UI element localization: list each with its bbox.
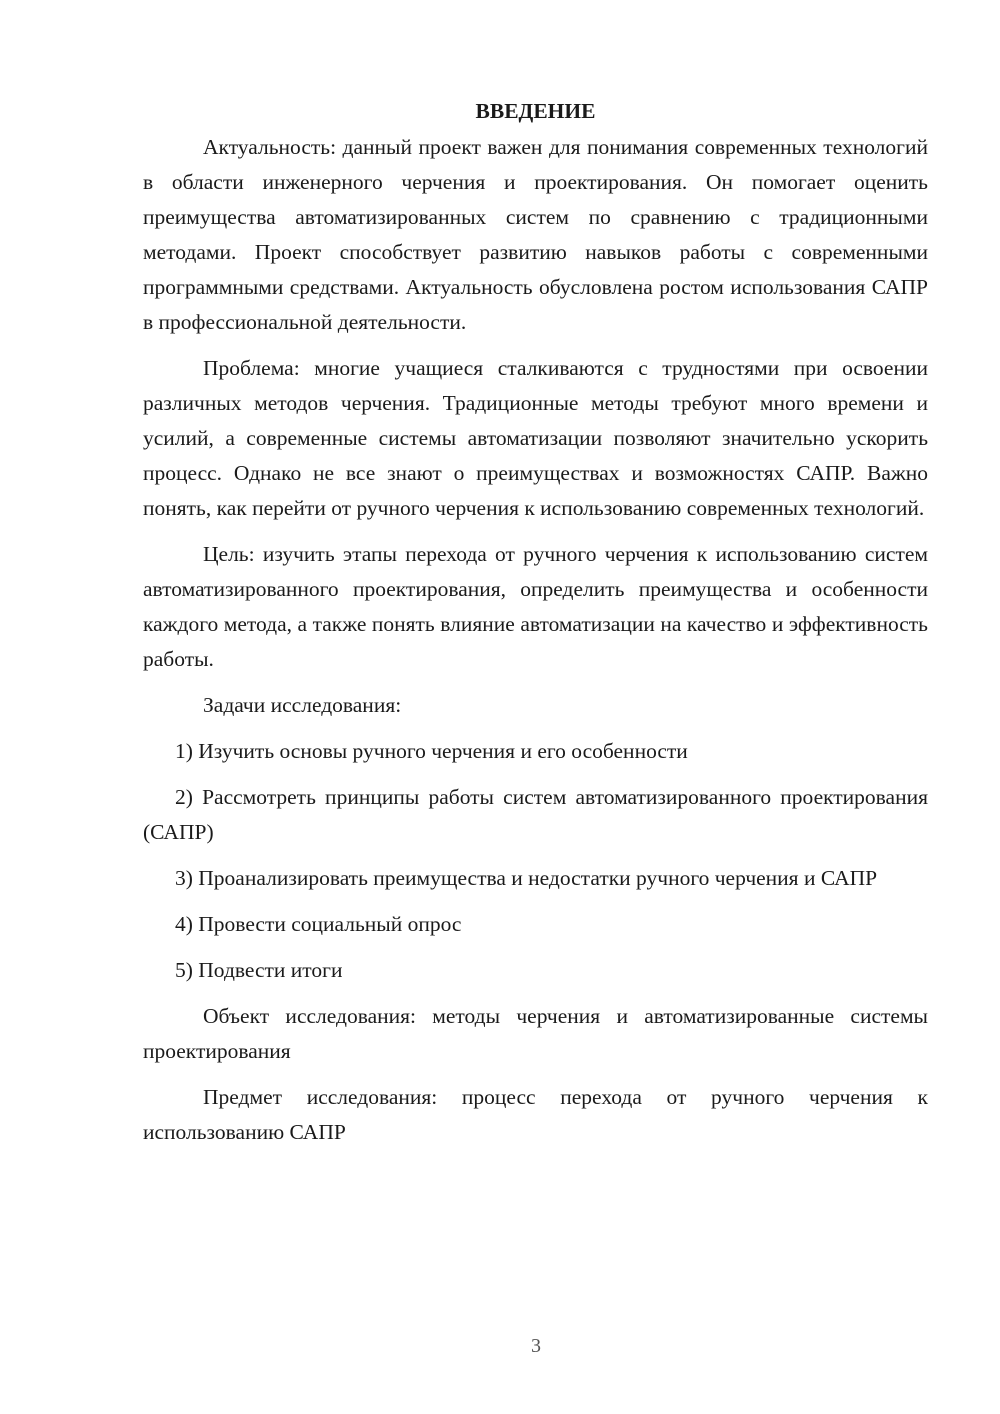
task-item: 1) Изучить основы ручного черчения и его особенности: [175, 739, 688, 763]
task-item: 5) Подвести итоги: [175, 958, 343, 982]
tasks-heading: Задачи исследования:: [203, 693, 402, 717]
page-content: [143, 94, 928, 1161]
page-title: ВВЕДЕНИЕ: [475, 99, 596, 123]
problem-paragraph: Проблема: многие учащиеся сталкиваются с трудностями при освоении различных методов черчения. Традиционные методы требуют много времени и усилий, а современные системы автоматизации позволяют значительно ускорить процесс. Однако не все знают о преимуществах и возможностях САПР. Важно понять, как перейти от ручного черчения к использованию современных технологий.: [143, 356, 928, 520]
task-item: 2) Рассмотреть принципы работы систем автоматизированного проектирования (САПР): [143, 785, 928, 844]
research-object-paragraph: Объект исследования: методы черчения и автоматизированные системы проектирования: [143, 1004, 928, 1063]
goal-paragraph: Цель: изучить этапы перехода от ручного черчения к использованию систем автоматизированного проектирования, определить преимущества и особенности каждого метода, а также понять влияние автоматизации на качество и эффективность работы.: [143, 542, 928, 671]
relevance-paragraph: Актуальность: данный проект важен для понимания современных технологий в области инженерного черчения и проектирования. Он помогает оценить преимущества автоматизированных систем по сравнению с традиционными методами. Проект способствует развитию навыков работы с современными программными средствами. Актуальность обусловлена ростом использования САПР в профессиональной деятельности.: [143, 135, 928, 334]
research-subject-paragraph: Предмет исследования: процесс перехода от ручного черчения к использованию САПР: [143, 1085, 928, 1144]
page-number: 3: [531, 1335, 541, 1357]
task-item: 4) Провести социальный опрос: [175, 912, 462, 936]
task-item: 3) Проанализировать преимущества и недостатки ручного черчения и САПР: [175, 866, 878, 890]
